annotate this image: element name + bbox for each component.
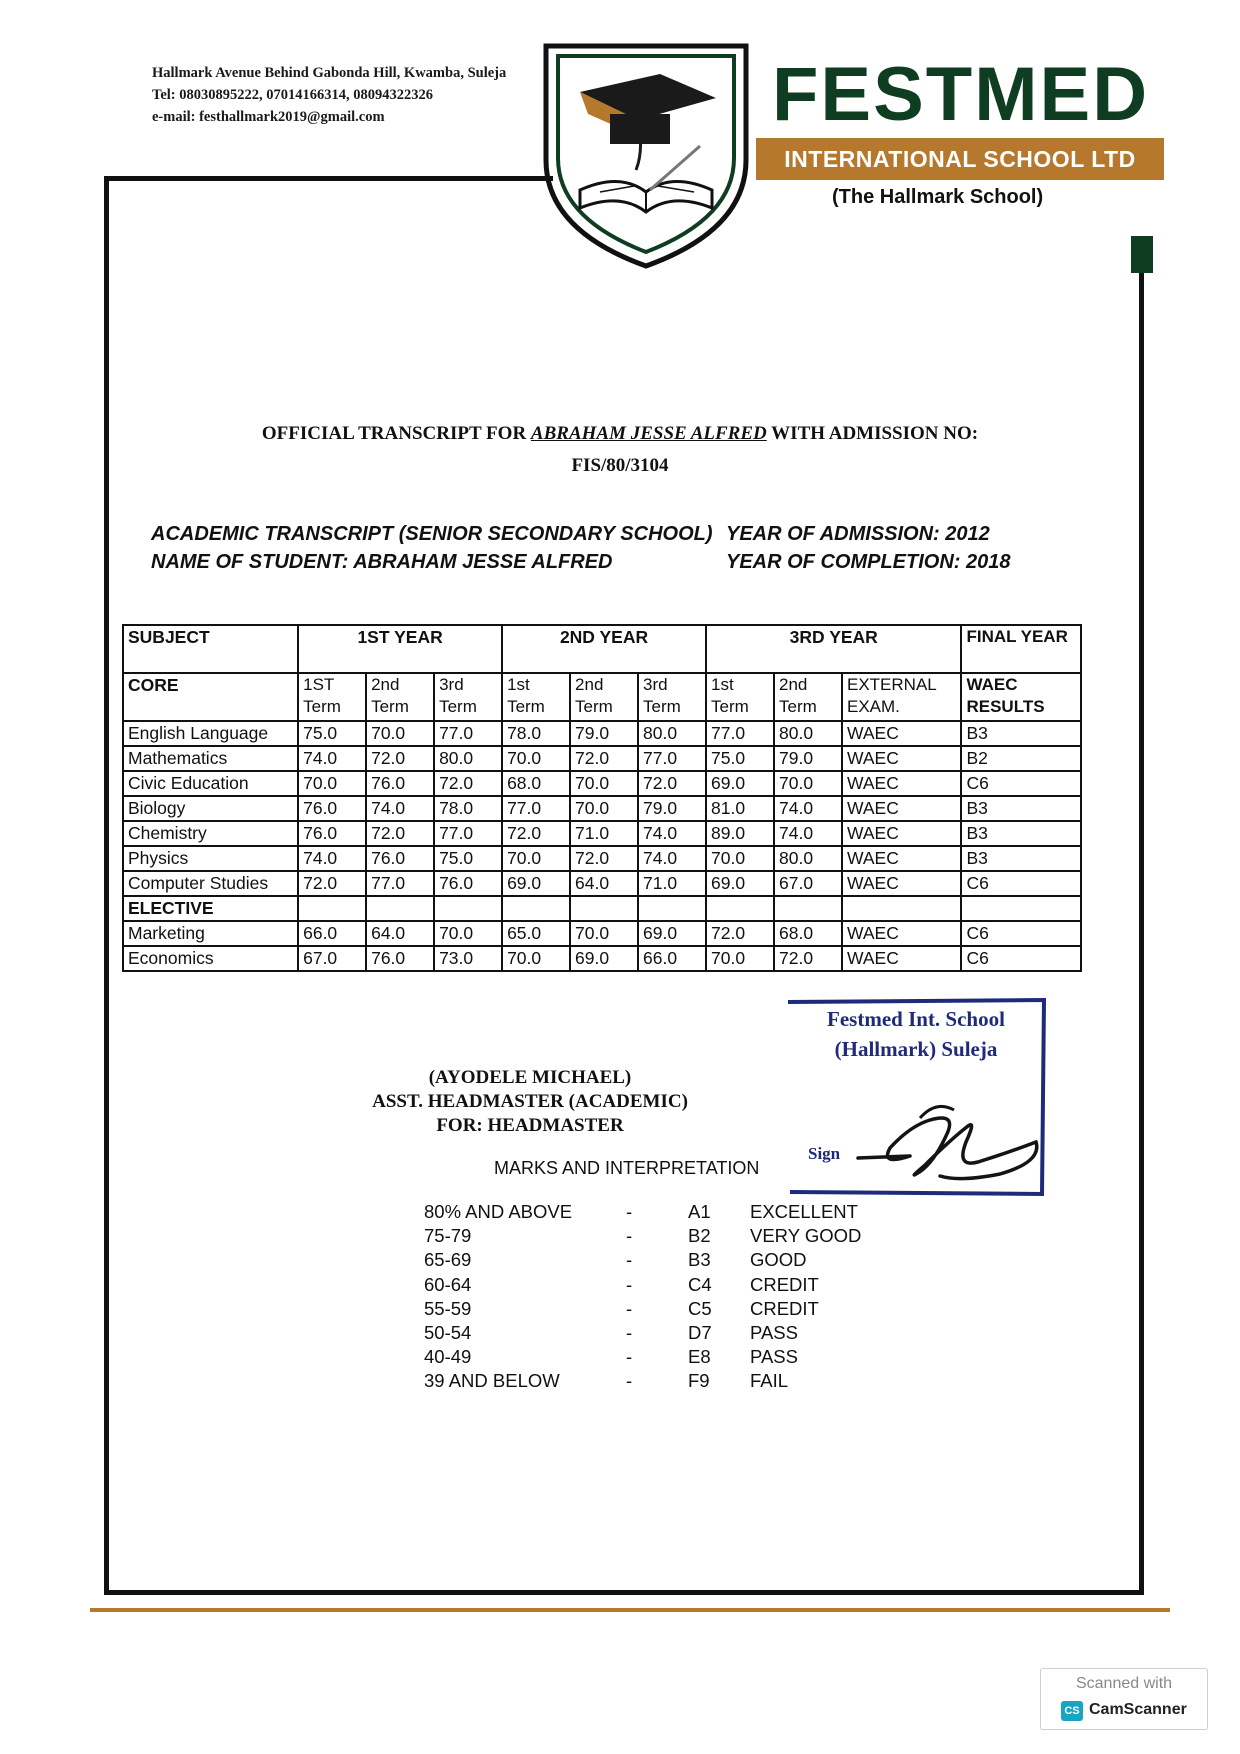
score-cell: 72.0 xyxy=(774,946,842,971)
score-cell: 71.0 xyxy=(638,871,706,896)
score-cell: 77.0 xyxy=(434,821,502,846)
score-cell: 72.0 xyxy=(366,821,434,846)
score-cell: 72.0 xyxy=(706,921,774,946)
score-cell: 72.0 xyxy=(502,821,570,846)
grade-cell: B3 xyxy=(961,796,1081,821)
exam-cell: WAEC xyxy=(842,721,961,746)
header-term-num: 3rd xyxy=(643,675,668,694)
header-term-num: 1st xyxy=(711,675,734,694)
score-cell: 66.0 xyxy=(638,946,706,971)
score-cell: 77.0 xyxy=(638,746,706,771)
table-row xyxy=(123,771,1081,796)
score-cell: 72.0 xyxy=(366,746,434,771)
marks-meaning: PASS xyxy=(750,1322,798,1343)
elective-header-row xyxy=(123,896,1081,921)
score-cell: 64.0 xyxy=(366,921,434,946)
frame-top xyxy=(104,176,553,181)
exam-cell: WAEC xyxy=(842,771,961,796)
subject-cell: Biology xyxy=(123,796,298,821)
address-line: Hallmark Avenue Behind Gabonda Hill, Kwamba, Suleja xyxy=(152,65,507,81)
marks-range: 75-79 xyxy=(424,1225,472,1247)
exam-cell: WAEC xyxy=(842,871,961,896)
marks-grade: A1 xyxy=(688,1201,711,1222)
marks-meaning: VERY GOOD xyxy=(750,1225,862,1247)
score-cell: 70.0 xyxy=(570,796,638,821)
score-cell: 74.0 xyxy=(298,846,366,871)
marks-meaning: CREDIT xyxy=(750,1273,819,1295)
marks-grade: D7 xyxy=(688,1322,712,1343)
empty-cell xyxy=(638,896,706,921)
empty-cell xyxy=(502,896,570,921)
school-tagline: (The Hallmark School) xyxy=(832,186,1044,208)
school-address xyxy=(152,62,506,128)
score-cell: 70.0 xyxy=(774,771,842,796)
stamp-line-1: Festmed Int. School xyxy=(827,1007,1005,1031)
score-cell: 70.0 xyxy=(706,946,774,971)
marks-meaning: PASS xyxy=(750,1346,798,1368)
table-header-years xyxy=(123,625,1081,673)
header-term xyxy=(706,673,774,721)
header-final-year xyxy=(961,625,1081,673)
email-line: e-mail: festhallmark2019@gmail.com xyxy=(152,109,385,125)
score-cell: 71.0 xyxy=(570,821,638,846)
header-subject: SUBJECT xyxy=(123,625,298,673)
frame-left xyxy=(104,176,109,1595)
marks-heading: MARKS AND INTERPRETATION xyxy=(494,1158,760,1178)
grade-cell: C6 xyxy=(961,771,1081,796)
score-cell: 76.0 xyxy=(434,871,502,896)
camscanner-icon: CS xyxy=(1061,1701,1083,1721)
header-term-num: 2nd xyxy=(575,675,604,694)
marks-meaning: EXCELLENT xyxy=(750,1201,858,1222)
subject-cell: Economics xyxy=(123,946,298,971)
marks-grade: B2 xyxy=(688,1225,711,1247)
subject-cell: Computer Studies xyxy=(123,871,298,896)
header-term-word: Term xyxy=(711,697,749,716)
score-cell: 79.0 xyxy=(638,796,706,821)
score-cell: 72.0 xyxy=(298,871,366,896)
marks-range: 80% AND ABOVE xyxy=(424,1201,573,1222)
score-cell: 78.0 xyxy=(502,721,570,746)
score-cell: 67.0 xyxy=(298,946,366,971)
score-cell: 76.0 xyxy=(366,846,434,871)
grade-cell: C6 xyxy=(961,946,1081,971)
marks-range: 60-64 xyxy=(424,1273,472,1295)
grade-cell: C6 xyxy=(961,921,1081,946)
score-cell: 72.0 xyxy=(638,771,706,796)
score-cell: 89.0 xyxy=(706,821,774,846)
marks-meaning: FAIL xyxy=(750,1370,789,1392)
header-final-year-label: FINAL YEAR xyxy=(966,627,1068,646)
score-cell: 69.0 xyxy=(570,946,638,971)
marks-dash: - xyxy=(626,1225,633,1247)
score-cell: 73.0 xyxy=(434,946,502,971)
score-cell: 79.0 xyxy=(774,746,842,771)
score-cell: 79.0 xyxy=(570,721,638,746)
score-cell: 75.0 xyxy=(298,721,366,746)
header-term-word: Term xyxy=(779,697,817,716)
marks-dash: - xyxy=(626,1297,633,1319)
header-term-word: Term xyxy=(371,697,409,716)
title-student-name: ABRAHAM JESSE ALFRED xyxy=(530,423,767,444)
title-prefix: OFFICIAL TRANSCRIPT FOR xyxy=(261,423,531,444)
header-term xyxy=(638,673,706,721)
phone-line: Tel: 08030895222, 07014166314, 08094322326 xyxy=(152,87,434,103)
empty-cell xyxy=(570,896,638,921)
marks-grade: F9 xyxy=(688,1370,710,1392)
grade-cell: C6 xyxy=(961,871,1081,896)
signatory-name: (AYODELE MICHAEL) xyxy=(428,1067,632,1088)
transcript-info-right xyxy=(726,520,1011,576)
score-cell: 74.0 xyxy=(774,821,842,846)
subject-cell: Mathematics xyxy=(123,746,298,771)
marks-range: 65-69 xyxy=(424,1249,472,1271)
marks-dash: - xyxy=(626,1370,633,1392)
header-term xyxy=(502,673,570,721)
transcript-table xyxy=(122,624,1082,972)
signature-icon xyxy=(850,1096,1046,1192)
score-cell: 81.0 xyxy=(706,796,774,821)
score-cell: 70.0 xyxy=(570,771,638,796)
grade-cell: B3 xyxy=(961,721,1081,746)
score-cell: 75.0 xyxy=(706,746,774,771)
transcript-title xyxy=(0,418,1240,482)
student-name: NAME OF STUDENT: ABRAHAM JESSE ALFRED xyxy=(151,551,613,573)
school-name: FESTMED xyxy=(772,52,1150,137)
score-cell: 74.0 xyxy=(366,796,434,821)
score-cell: 70.0 xyxy=(366,721,434,746)
marks-range: 40-49 xyxy=(424,1346,472,1368)
table-row xyxy=(123,821,1081,846)
score-cell: 66.0 xyxy=(298,921,366,946)
marks-grade: E8 xyxy=(688,1346,711,1368)
grade-cell: B2 xyxy=(961,746,1081,771)
watermark-line-2: CamScanner xyxy=(1089,1701,1187,1718)
header-term-num: 3rd xyxy=(439,675,464,694)
table-row xyxy=(123,921,1081,946)
score-cell: 70.0 xyxy=(502,946,570,971)
exam-cell: WAEC xyxy=(842,946,961,971)
header-waec-results xyxy=(961,673,1081,721)
grade-cell: B3 xyxy=(961,846,1081,871)
school-subtitle-bar: INTERNATIONAL SCHOOL LTD xyxy=(756,138,1164,180)
score-cell: 76.0 xyxy=(366,771,434,796)
frame-corner-square xyxy=(1131,236,1153,273)
score-cell: 74.0 xyxy=(638,846,706,871)
header-term xyxy=(366,673,434,721)
marks-range: 39 AND BELOW xyxy=(424,1370,560,1392)
score-cell: 76.0 xyxy=(298,796,366,821)
header-core: CORE xyxy=(123,673,298,721)
year-of-completion: YEAR OF COMPLETION: 2018 xyxy=(726,551,1011,573)
table-row xyxy=(123,946,1081,971)
score-cell: 70.0 xyxy=(298,771,366,796)
marks-meaning: CREDIT xyxy=(750,1297,819,1319)
exam-cell: WAEC xyxy=(842,921,961,946)
year-of-admission: YEAR OF ADMISSION: 2012 xyxy=(726,523,990,545)
score-cell: 77.0 xyxy=(502,796,570,821)
marks-dash: - xyxy=(626,1322,633,1343)
empty-cell xyxy=(434,896,502,921)
empty-cell xyxy=(366,896,434,921)
score-cell: 70.0 xyxy=(502,746,570,771)
score-cell: 80.0 xyxy=(434,746,502,771)
header-term-num: 2nd xyxy=(779,675,808,694)
marks-dash: - xyxy=(626,1249,633,1271)
header-year-2: 2ND YEAR xyxy=(502,625,706,673)
score-cell: 69.0 xyxy=(502,871,570,896)
score-cell: 72.0 xyxy=(434,771,502,796)
score-cell: 69.0 xyxy=(706,871,774,896)
header-term-word: Term xyxy=(303,697,341,716)
header-term-word: Term xyxy=(439,697,477,716)
empty-cell xyxy=(706,896,774,921)
subject-cell: Physics xyxy=(123,846,298,871)
score-cell: 74.0 xyxy=(638,821,706,846)
score-cell: 72.0 xyxy=(570,846,638,871)
table-header-terms xyxy=(123,673,1081,721)
subject-cell: Marketing xyxy=(123,921,298,946)
empty-cell xyxy=(961,896,1081,921)
score-cell: 74.0 xyxy=(298,746,366,771)
score-cell: 70.0 xyxy=(502,846,570,871)
marks-range: 55-59 xyxy=(424,1297,472,1319)
header-term xyxy=(298,673,366,721)
score-cell: 80.0 xyxy=(638,721,706,746)
subject-cell: Chemistry xyxy=(123,821,298,846)
watermark-line-1: Scanned with xyxy=(1075,1675,1173,1692)
exam-cell: WAEC xyxy=(842,746,961,771)
exam-cell: WAEC xyxy=(842,796,961,821)
signatory-role: ASST. HEADMASTER (ACADEMIC) xyxy=(372,1091,688,1112)
header-term-num: 1st xyxy=(507,675,530,694)
admission-number: FIS/80/3104 xyxy=(571,455,669,476)
subject-cell: English Language xyxy=(123,721,298,746)
score-cell: 80.0 xyxy=(774,846,842,871)
header-term xyxy=(570,673,638,721)
table-row xyxy=(123,796,1081,821)
subject-cell: Civic Education xyxy=(123,771,298,796)
exam-cell: WAEC xyxy=(842,821,961,846)
frame-bottom xyxy=(104,1590,1144,1595)
header-year-3: 3RD YEAR xyxy=(706,625,961,673)
header-external-label: EXTERNAL EXAM. xyxy=(846,675,937,716)
header-external-exam xyxy=(842,673,961,721)
score-cell: 78.0 xyxy=(434,796,502,821)
score-cell: 68.0 xyxy=(502,771,570,796)
table-row xyxy=(123,721,1081,746)
marks-grade: C4 xyxy=(688,1273,712,1295)
stamp-line-2: (Hallmark) Suleja xyxy=(834,1037,998,1061)
score-cell: 70.0 xyxy=(706,846,774,871)
signatory-block xyxy=(330,1066,730,1138)
empty-cell xyxy=(298,896,366,921)
header-term-word: Term xyxy=(575,697,613,716)
signatory-for: FOR: HEADMASTER xyxy=(436,1115,624,1136)
school-stamp xyxy=(780,996,1052,1198)
score-cell: 72.0 xyxy=(570,746,638,771)
score-cell: 68.0 xyxy=(774,921,842,946)
transcript-type: ACADEMIC TRANSCRIPT (SENIOR SECONDARY SCHOOL) xyxy=(151,523,713,545)
marks-grade: B3 xyxy=(688,1249,711,1271)
score-cell: 75.0 xyxy=(434,846,502,871)
score-cell: 76.0 xyxy=(366,946,434,971)
grade-cell: B3 xyxy=(961,821,1081,846)
header-year-1: 1ST YEAR xyxy=(298,625,502,673)
header-waec-label: WAEC RESULTS xyxy=(966,675,1045,716)
score-cell: 76.0 xyxy=(298,821,366,846)
score-cell: 69.0 xyxy=(638,921,706,946)
table-row xyxy=(123,846,1081,871)
score-cell: 77.0 xyxy=(706,721,774,746)
score-cell: 77.0 xyxy=(366,871,434,896)
score-cell: 65.0 xyxy=(502,921,570,946)
header-elective: ELECTIVE xyxy=(123,896,298,921)
score-cell: 70.0 xyxy=(570,921,638,946)
table-row xyxy=(123,871,1081,896)
empty-cell xyxy=(774,896,842,921)
school-crest-icon xyxy=(540,40,752,270)
header-term-word: Term xyxy=(643,697,681,716)
footer-rule xyxy=(90,1608,1170,1612)
marks-dash: - xyxy=(626,1273,633,1295)
marks-dash: - xyxy=(626,1201,633,1222)
score-cell: 77.0 xyxy=(434,721,502,746)
header-term-num: 1ST xyxy=(303,675,335,694)
marks-range: 50-54 xyxy=(424,1322,472,1343)
title-suffix: WITH ADMISSION NO: xyxy=(766,423,979,444)
marks-meaning: GOOD xyxy=(750,1249,807,1271)
exam-cell: WAEC xyxy=(842,846,961,871)
score-cell: 69.0 xyxy=(706,771,774,796)
marks-dash: - xyxy=(626,1346,633,1368)
header-term xyxy=(434,673,502,721)
marks-grade: C5 xyxy=(688,1297,712,1319)
score-cell: 64.0 xyxy=(570,871,638,896)
stamp-sign-label: Sign xyxy=(808,1144,841,1163)
table-row xyxy=(123,746,1081,771)
score-cell: 67.0 xyxy=(774,871,842,896)
score-cell: 70.0 xyxy=(434,921,502,946)
score-cell: 80.0 xyxy=(774,721,842,746)
score-cell: 74.0 xyxy=(774,796,842,821)
empty-cell xyxy=(842,896,961,921)
header-term-word: Term xyxy=(507,697,545,716)
camscanner-watermark xyxy=(1040,1668,1208,1730)
header-term xyxy=(774,673,842,721)
header-term-num: 2nd xyxy=(371,675,400,694)
transcript-info-left xyxy=(151,520,713,576)
